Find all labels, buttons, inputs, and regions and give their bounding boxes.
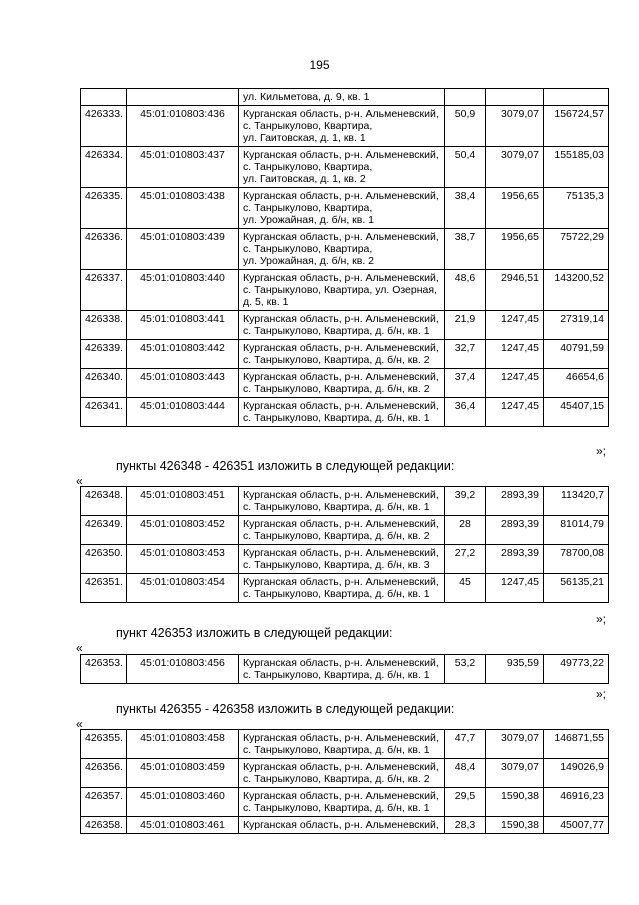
amendment-text: пункты 426348 - 426351 изложить в следующей редакции: xyxy=(116,459,455,473)
unit-price: 1247,45 xyxy=(486,340,544,369)
area-value: 53,2 xyxy=(445,655,486,684)
table-row xyxy=(81,188,609,229)
cadastral-cost: 49773,22 xyxy=(544,655,609,684)
table-row xyxy=(81,311,609,340)
area-value xyxy=(445,89,486,106)
table-row xyxy=(81,369,609,398)
cadastral-number: 45:01:010803:452 xyxy=(127,516,239,545)
area-value: 48,4 xyxy=(445,759,486,788)
area-value: 29,5 xyxy=(445,788,486,817)
unit-price: 2893,39 xyxy=(486,487,544,516)
unit-price xyxy=(486,89,544,106)
table-row xyxy=(81,788,609,817)
cadastral-cost: 75135,3 xyxy=(544,188,609,229)
table-row xyxy=(81,270,609,311)
cadastral-number: 45:01:010803:441 xyxy=(127,311,239,340)
cadastral-number: 45:01:010803:442 xyxy=(127,340,239,369)
unit-price: 935,59 xyxy=(486,655,544,684)
closing-quote: »; xyxy=(596,687,607,701)
cadastral-number: 45:01:010803:438 xyxy=(127,188,239,229)
registry-table-1 xyxy=(80,88,609,427)
row-number: 426357. xyxy=(81,788,127,817)
cadastral-cost: 45007,77 xyxy=(544,817,609,834)
cadastral-cost: 155185,03 xyxy=(544,147,609,188)
unit-price: 3079,07 xyxy=(486,106,544,147)
table-row xyxy=(81,759,609,788)
area-value: 36,4 xyxy=(445,398,486,427)
unit-price: 1956,65 xyxy=(486,188,544,229)
address: Курганская область, р-н. Альменевский, с. Танрыкулово, Квартира, д. б/н, кв. 1 xyxy=(239,655,445,684)
amendment-text: пункты 426355 - 426358 изложить в следующей редакции: xyxy=(116,702,455,716)
unit-price: 2893,39 xyxy=(486,516,544,545)
cadastral-number: 45:01:010803:440 xyxy=(127,270,239,311)
table-row xyxy=(81,487,609,516)
area-value: 47,7 xyxy=(445,730,486,759)
opening-quote: « xyxy=(76,717,83,731)
address: Курганская область, р-н. Альменевский, с. Танрыкулово, Квартира, д. б/н, кв. 1 xyxy=(239,730,445,759)
row-number: 426335. xyxy=(81,188,127,229)
opening-quote: « xyxy=(76,641,83,655)
unit-price: 2893,39 xyxy=(486,545,544,574)
cadastral-number: 45:01:010803:454 xyxy=(127,574,239,603)
cadastral-number: 45:01:010803:443 xyxy=(127,369,239,398)
row-number: 426340. xyxy=(81,369,127,398)
cadastral-number: 45:01:010803:456 xyxy=(127,655,239,684)
unit-price: 1247,45 xyxy=(486,398,544,427)
opening-quote: « xyxy=(76,474,83,488)
cadastral-number: 45:01:010803:436 xyxy=(127,106,239,147)
registry-table-3 xyxy=(80,654,609,684)
address: Курганская область, р-н. Альменевский, с. Танрыкулово, Квартира, д. б/н, кв. 1 xyxy=(239,788,445,817)
table-row xyxy=(81,655,609,684)
table-row xyxy=(81,398,609,427)
area-value: 38,4 xyxy=(445,188,486,229)
table-row xyxy=(81,817,609,834)
unit-price: 1590,38 xyxy=(486,788,544,817)
area-value: 50,9 xyxy=(445,106,486,147)
cadastral-number: 45:01:010803:458 xyxy=(127,730,239,759)
row-number: 426333. xyxy=(81,106,127,147)
cadastral-cost: 146871,55 xyxy=(544,730,609,759)
address: Курганская область, р-н. Альменевский, с. Танрыкулово, Квартира, д. б/н, кв. 3 xyxy=(239,545,445,574)
unit-price: 1247,45 xyxy=(486,369,544,398)
cadastral-cost: 46654,6 xyxy=(544,369,609,398)
cadastral-number: 45:01:010803:439 xyxy=(127,229,239,270)
row-number: 426338. xyxy=(81,311,127,340)
table-row xyxy=(81,106,609,147)
row-number: 426350. xyxy=(81,545,127,574)
cadastral-cost xyxy=(544,89,609,106)
unit-price: 1247,45 xyxy=(486,574,544,603)
cadastral-cost: 56135,21 xyxy=(544,574,609,603)
page-number: 195 xyxy=(309,58,330,72)
cadastral-cost: 149026,9 xyxy=(544,759,609,788)
row-number: 426336. xyxy=(81,229,127,270)
unit-price: 3079,07 xyxy=(486,730,544,759)
row-number: 426341. xyxy=(81,398,127,427)
cadastral-number: 45:01:010803:453 xyxy=(127,545,239,574)
unit-price: 1956,65 xyxy=(486,229,544,270)
table-row xyxy=(81,545,609,574)
table-row xyxy=(81,89,609,106)
cadastral-number: 45:01:010803:459 xyxy=(127,759,239,788)
unit-price: 1247,45 xyxy=(486,311,544,340)
area-value: 28 xyxy=(445,516,486,545)
address: Курганская область, р-н. Альменевский, с. Танрыкулово, Квартира, ул. Гаитовская, д. 1, кв. 1 xyxy=(239,106,445,147)
table-row xyxy=(81,730,609,759)
address: Курганская область, р-н. Альменевский, с. Танрыкулово, Квартира, д. б/н, кв. 2 xyxy=(239,516,445,545)
area-value: 21,9 xyxy=(445,311,486,340)
cadastral-cost: 113420,7 xyxy=(544,487,609,516)
row-number xyxy=(81,89,127,106)
table-row xyxy=(81,516,609,545)
unit-price: 3079,07 xyxy=(486,759,544,788)
cadastral-cost: 156724,57 xyxy=(544,106,609,147)
table-row xyxy=(81,574,609,603)
row-number: 426351. xyxy=(81,574,127,603)
closing-quote: »; xyxy=(596,444,607,458)
row-number: 426358. xyxy=(81,817,127,834)
area-value: 50,4 xyxy=(445,147,486,188)
address: Курганская область, р-н. Альменевский, с. Танрыкулово, Квартира, д. б/н, кв. 2 xyxy=(239,369,445,398)
address: Курганская область, р-н. Альменевский, с. Танрыкулово, Квартира, д. б/н, кв. 1 xyxy=(239,487,445,516)
unit-price: 2946,51 xyxy=(486,270,544,311)
address: Курганская область, р-н. Альменевский, с. Танрыкулово, Квартира, д. б/н, кв. 1 xyxy=(239,311,445,340)
row-number: 426349. xyxy=(81,516,127,545)
area-value: 39,2 xyxy=(445,487,486,516)
row-number: 426339. xyxy=(81,340,127,369)
cadastral-number xyxy=(127,89,239,106)
cadastral-number: 45:01:010803:444 xyxy=(127,398,239,427)
address: Курганская область, р-н. Альменевский, с. Танрыкулово, Квартира, д. б/н, кв. 1 xyxy=(239,574,445,603)
table-row xyxy=(81,340,609,369)
row-number: 426355. xyxy=(81,730,127,759)
area-value: 38,7 xyxy=(445,229,486,270)
row-number: 426348. xyxy=(81,487,127,516)
area-value: 45 xyxy=(445,574,486,603)
area-value: 28,3 xyxy=(445,817,486,834)
cadastral-cost: 81014,79 xyxy=(544,516,609,545)
address: ул. Кильметова, д. 9, кв. 1 xyxy=(239,89,445,106)
cadastral-cost: 27319,14 xyxy=(544,311,609,340)
area-value: 37,4 xyxy=(445,369,486,398)
row-number: 426337. xyxy=(81,270,127,311)
cadastral-cost: 46916,23 xyxy=(544,788,609,817)
address: Курганская область, р-н. Альменевский, xyxy=(239,817,445,834)
address: Курганская область, р-н. Альменевский, с. Танрыкулово, Квартира, ул. Урожайная, д. б/н, кв. 1 xyxy=(239,188,445,229)
address: Курганская область, р-н. Альменевский, с. Танрыкулово, Квартира, д. б/н, кв. 1 xyxy=(239,398,445,427)
area-value: 48,6 xyxy=(445,270,486,311)
address: Курганская область, р-н. Альменевский, с. Танрыкулово, Квартира, д. б/н, кв. 2 xyxy=(239,759,445,788)
closing-quote: »; xyxy=(596,612,607,626)
cadastral-number: 45:01:010803:437 xyxy=(127,147,239,188)
row-number: 426334. xyxy=(81,147,127,188)
table-row xyxy=(81,147,609,188)
address: Курганская область, р-н. Альменевский, с. Танрыкулово, Квартира, д. б/н, кв. 2 xyxy=(239,340,445,369)
cadastral-number: 45:01:010803:451 xyxy=(127,487,239,516)
address: Курганская область, р-н. Альменевский, с. Танрыкулово, Квартира, ул. Урожайная, д. б/н, кв. 2 xyxy=(239,229,445,270)
registry-table-4 xyxy=(80,729,609,834)
cadastral-cost: 78700,08 xyxy=(544,545,609,574)
area-value: 27,2 xyxy=(445,545,486,574)
row-number: 426356. xyxy=(81,759,127,788)
amendment-text: пункт 426353 изложить в следующей редакции: xyxy=(116,626,393,640)
unit-price: 1590,38 xyxy=(486,817,544,834)
cadastral-cost: 40791,59 xyxy=(544,340,609,369)
row-number: 426353. xyxy=(81,655,127,684)
cadastral-number: 45:01:010803:461 xyxy=(127,817,239,834)
address: Курганская область, р-н. Альменевский, с. Танрыкулово, Квартира, ул. Озерная, д. 5, кв. 1 xyxy=(239,270,445,311)
cadastral-cost: 143200,52 xyxy=(544,270,609,311)
address: Курганская область, р-н. Альменевский, с. Танрыкулово, Квартира, ул. Гаитовская, д. 1, кв. 2 xyxy=(239,147,445,188)
table-row xyxy=(81,229,609,270)
area-value: 32,7 xyxy=(445,340,486,369)
cadastral-cost: 75722,29 xyxy=(544,229,609,270)
registry-table-2 xyxy=(80,486,609,603)
cadastral-number: 45:01:010803:460 xyxy=(127,788,239,817)
cadastral-cost: 45407,15 xyxy=(544,398,609,427)
unit-price: 3079,07 xyxy=(486,147,544,188)
